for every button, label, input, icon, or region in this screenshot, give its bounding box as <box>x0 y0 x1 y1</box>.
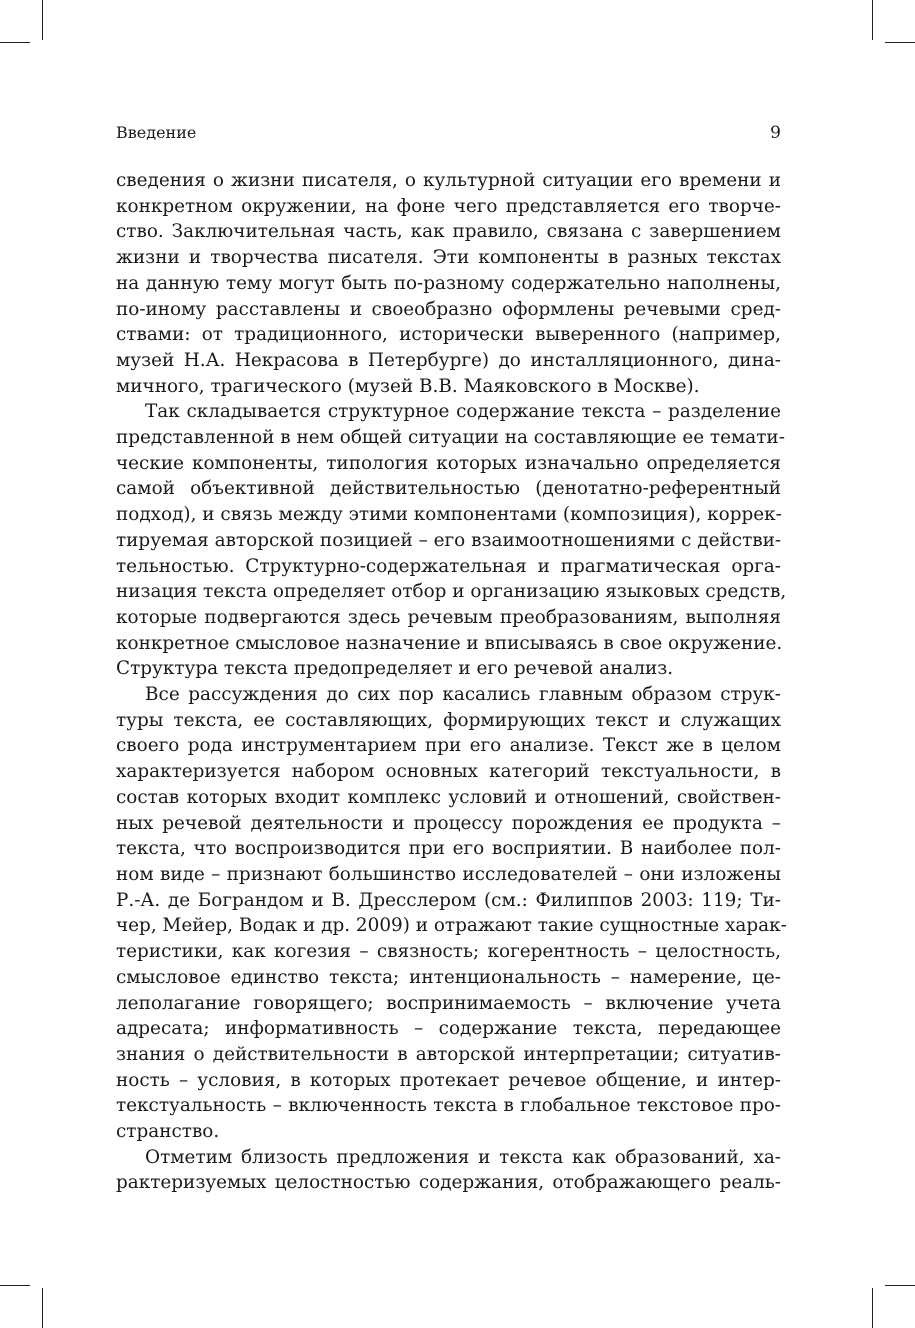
text-line: конкретном окружении, на фоне чего представляется его творче- <box>116 195 781 217</box>
text-line: низация текста определяет отбор и организацию языковых средств, <box>116 581 787 603</box>
crop-mark <box>885 1285 915 1286</box>
text-line: характеризуется набором основных категорий текстуальности, в <box>116 761 781 783</box>
text-line: своего рода инструментарием при его анализе. Текст же в целом <box>116 735 781 757</box>
crop-mark <box>0 42 30 43</box>
paragraph <box>116 682 787 1145</box>
text-line: тируемая авторской позицией – его взаимоотношениями с действи- <box>116 529 782 551</box>
text-line: ство. Заключительная часть, как правило, связана с завершением <box>116 221 781 243</box>
text-line: тельностью. Структурно-содержательная и прагматическая орга- <box>116 555 781 577</box>
crop-mark <box>872 1288 873 1328</box>
text-line: мичного, трагического (музей В.В. Маяковского в Москве). <box>116 375 700 397</box>
body-text <box>116 168 787 1196</box>
text-line: ность – условия, в которых протекает речевое общение, и интер- <box>116 1069 781 1091</box>
text-line: состав которых входит комплекс условий и отношений, свойствен- <box>116 786 781 808</box>
text-line: Р.-А. де Бограндом и В. Дресслером (см.: Филиппов 2003: 119; Ти- <box>116 889 781 911</box>
text-line: Так складывается структурное содержание текста – разделение <box>145 401 781 423</box>
text-line: ных речевой деятельности и процессу порождения ее продукта – <box>116 812 781 834</box>
text-line: ном виде – признают большинство исследователей – они изложены <box>116 863 781 885</box>
crop-mark <box>872 0 873 40</box>
text-line: Отметим близость предложения и текста как образований, ха- <box>145 1146 781 1168</box>
paragraph <box>116 1145 781 1196</box>
text-line: на данную тему могут быть по-разному содержательно наполнены, <box>116 272 781 294</box>
running-title: Введение <box>116 123 197 142</box>
crop-mark <box>42 0 43 40</box>
text-line: ческие компоненты, типология которых изначально определяется <box>116 452 781 474</box>
page-number: 9 <box>770 123 781 143</box>
running-head <box>116 123 781 143</box>
text-line: сведения о жизни писателя, о культурной ситуации его времени и <box>116 170 781 191</box>
crop-mark <box>885 42 915 43</box>
text-line: рактеризуемых целостностью содержания, отображающего реаль- <box>116 1172 781 1194</box>
text-line: представленной в нем общей ситуации на составляющие ее темати- <box>116 427 785 449</box>
text-line: теристики, как когезия – связность; когерентность – целостность, <box>116 941 781 963</box>
text-line: самой объективной действительностью (денотатно-референтный <box>116 478 781 500</box>
text-line: музей Н.А. Некрасова в Петербурге) до инсталляционного, дина- <box>116 349 781 371</box>
text-line: смысловое единство текста; интенциональность – намерение, це- <box>116 966 781 988</box>
text-line: леполагание говорящего; воспринимаемость – включение учета <box>116 992 781 1014</box>
text-line: ствами: от традиционного, исторически выверенного (например, <box>116 324 781 346</box>
text-line: чер, Мейер, Водак и др. 2009) и отражают такие сущностные харак- <box>116 915 787 937</box>
text-line: странство. <box>116 1121 220 1143</box>
text-line: конкретное смысловое назначение и вписываясь в свое окружение. <box>116 632 783 654</box>
text-line: подход), и связь между этими компонентами (композиция), коррек- <box>116 504 782 526</box>
text-line: текста, что воспроизводится при его восприятии. В наиболее пол- <box>116 838 781 860</box>
text-line: туры текста, ее составляющих, формирующих текст и служащих <box>116 709 781 731</box>
paragraph <box>116 399 787 682</box>
crop-mark <box>42 1288 43 1328</box>
paragraph <box>116 168 781 399</box>
crop-mark <box>0 1285 30 1286</box>
text-line: жизни и творчества писателя. Эти компоненты в разных текстах <box>116 247 781 269</box>
text-line: Структура текста предопределяет и его речевой анализ. <box>116 658 674 680</box>
text-line: адресата; информативность – содержание текста, передающее <box>116 1018 781 1040</box>
text-line: Все рассуждения до сих пор касались главным образом струк- <box>145 684 781 706</box>
text-line: текстуальность – включенность текста в глобальное текстовое про- <box>116 1095 781 1117</box>
text-line: которые подвергаются здесь речевым преобразованиям, выполняя <box>116 606 781 628</box>
text-line: по-иному расставлены и своеобразно оформлены речевыми сред- <box>116 298 781 320</box>
text-line: знания о действительности в авторской интерпретации; ситуатив- <box>116 1043 781 1065</box>
